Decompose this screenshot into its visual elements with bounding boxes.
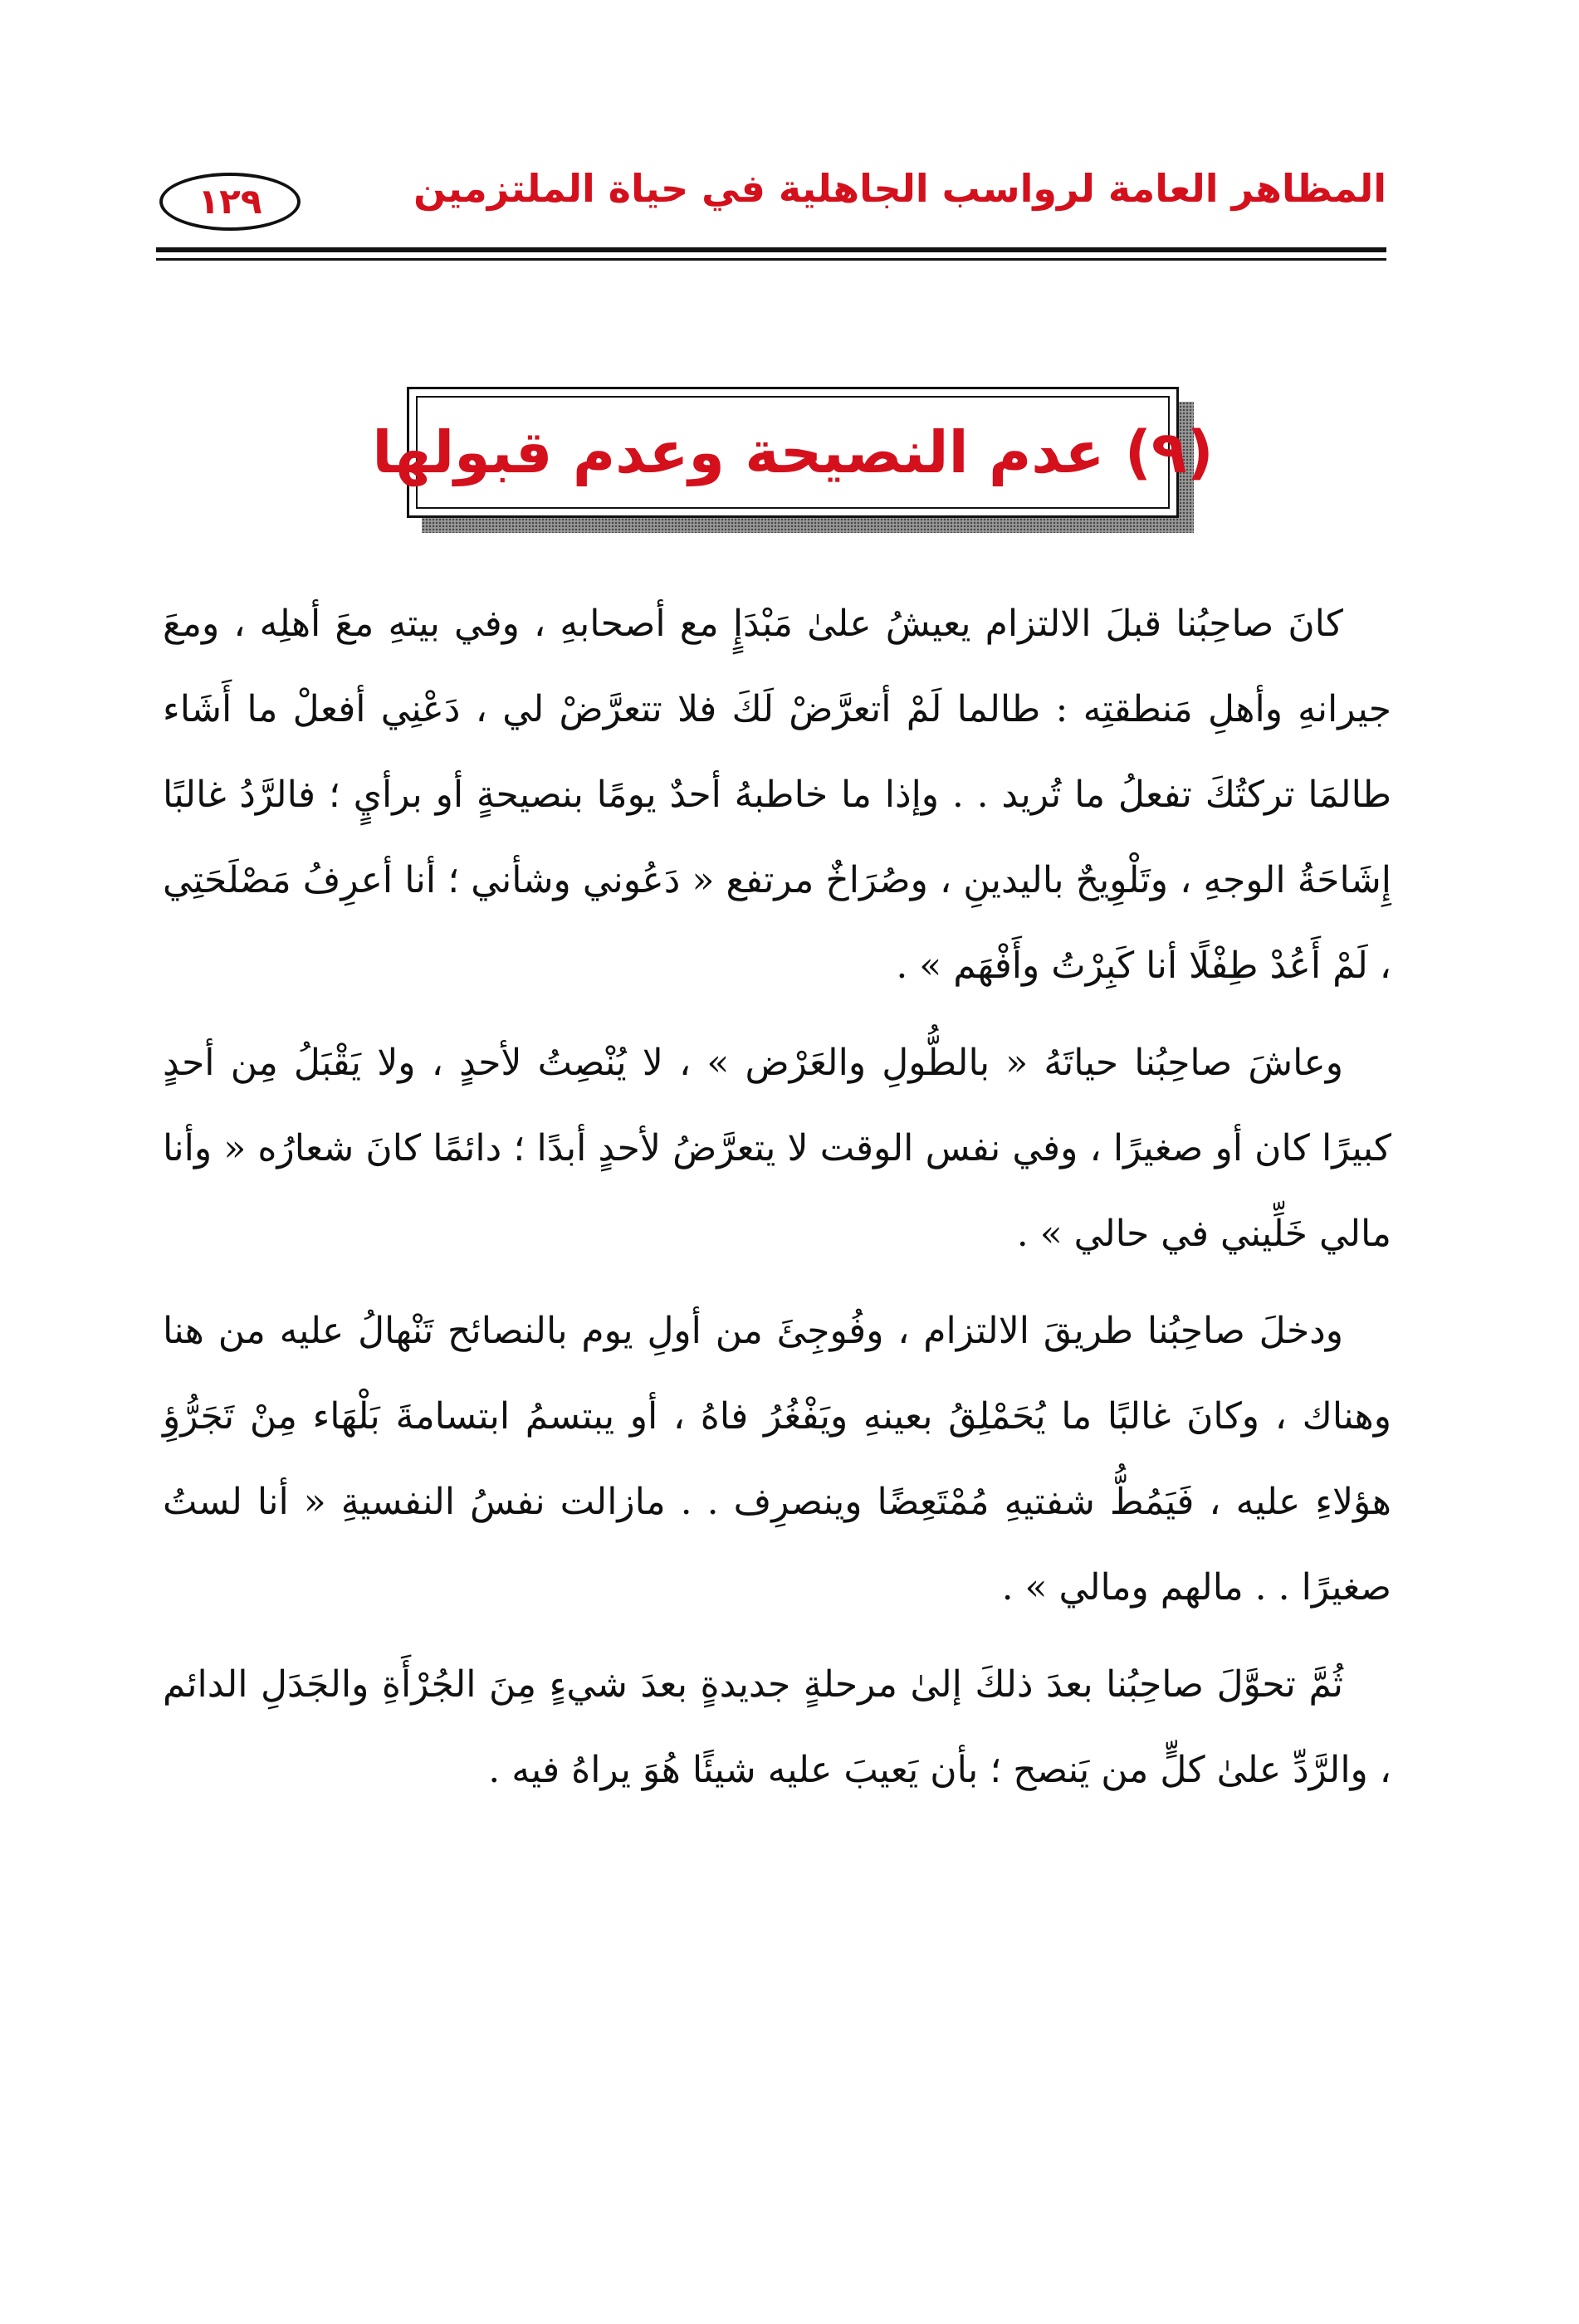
header-rule-thick xyxy=(156,247,1386,252)
page-number: ١٢٩ xyxy=(198,181,262,222)
paragraph: ثُمَّ تحوَّلَ صاحِبُنا بعدَ ذلكَ إلىٰ مرحلةٍ جديدةٍ بعدَ شيءٍ مِنَ الجُرْأَةِ والجَدَلِ الدائم ، والرَّدِّ علىٰ كلٍّ من يَنصح ؛ بأن يَعيبَ عليه شيئًا هُوَ يراهُ فيه . xyxy=(163,1663,1391,1791)
paragraph: ودخلَ صاحِبُنا طريقَ الالتزام ، وفُوجِئَ من أولِ يوم بالنصائح تَنْهالُ عليه من هنا وهناك ، وكانَ غالبًا ما يُحَمْلِقُ بعينهِ ويَفْغُرُ فاهُ ، أو يبتسمُ ابتسامةَ بَلْهَاء مِنْ تَجَرُّؤِ هؤلاءِ عليه ، فَيَمُطُّ شفتيهِ مُمْتَعِضًا وينصرِف . . مازالت نفسُ النفسيةِ « أنا لستُ صغيرًا . . مالهم ومالي » . xyxy=(163,1310,1391,1609)
section-title-box xyxy=(372,387,1214,518)
header-rule-thin xyxy=(156,258,1386,261)
paragraph: وعاشَ صاحِبُنا حياتَهُ « بالطُّولِ والعَرْض » ، لا يُنْصِتُ لأحدٍ ، ولا يَقْبَلُ مِن أحدٍ كبيرًا كان أو صغيرًا ، وفي نفس الوقت لا يتعرَّضُ لأحدٍ أبدًا ؛ دائمًا كانَ شعارُه « وأنا مالي خَلِّيني في حالي » . xyxy=(163,1042,1391,1255)
page-number-oval xyxy=(159,173,301,231)
body-text xyxy=(163,581,1391,1824)
paragraph: كانَ صاحِبُنا قبلَ الالتزام يعيشُ علىٰ مَبْدَإٍ مع أصحابهِ ، وفي بيتهِ معَ أهلِه ، ومعَ جيرانهِ وأهلِ مَنطقتِه : طالما لَمْ أتعرَّضْ لَكَ فلا تتعرَّضْ لي ، دَعْنِي أفعلْ ما أَشَاء طالمَا تركتُكَ تفعلُ ما تُريد . . وإذا ما خاطبهُ أحدٌ يومًا بنصيحةٍ أو برأيٍ ؛ فالرَّدُ غالبًا إِشَاحَةُ الوجهِ ، وتَلْوِيحٌ باليدينِ ، وصُرَاخٌ مرتفع « دَعُوني وشأني ؛ أنا أعرِفُ مَصْلَحَتِي ، لَمْ أَعُدْ طِفْلًا أنا كَبِرْتُ وأَفْهَم » . xyxy=(163,603,1392,987)
running-header: المظاهر العامة لرواسب الجاهلية في حياة الملتزمين xyxy=(413,166,1386,211)
section-title: (٩) عدم النصيحة وعدم قبولها xyxy=(372,418,1214,486)
